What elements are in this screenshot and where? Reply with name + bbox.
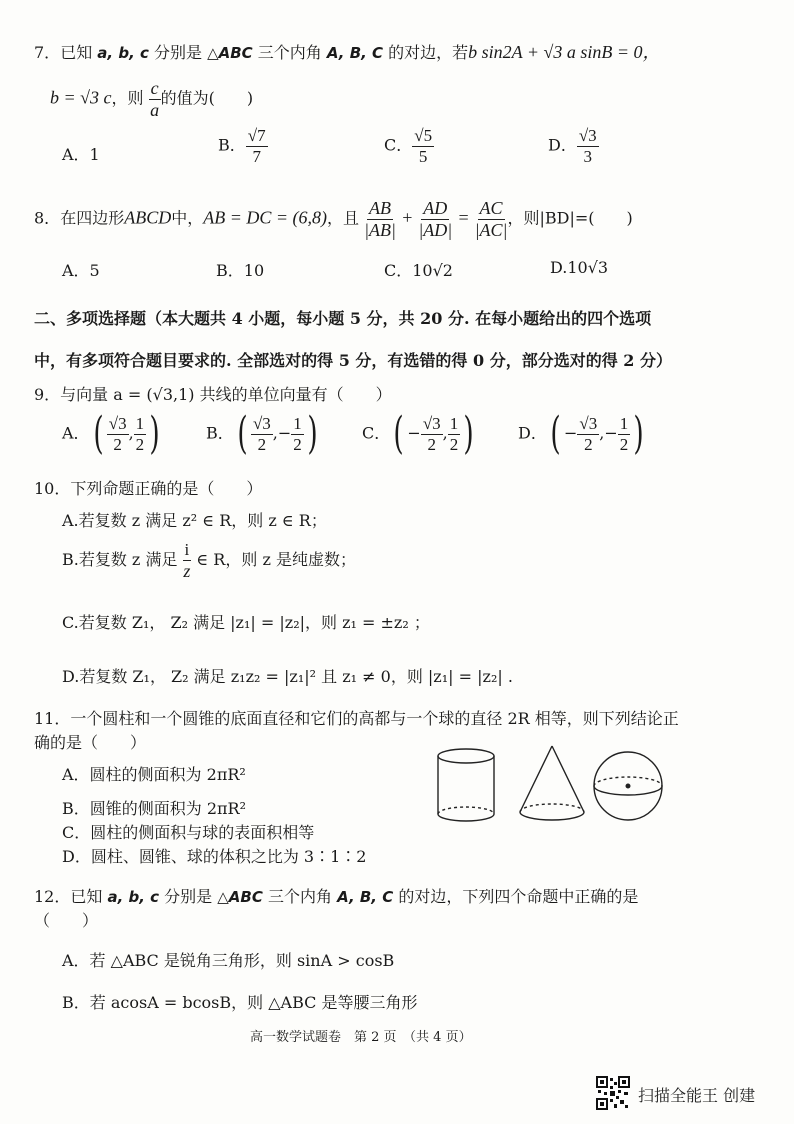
q7-fraction: $\frac{c}{a}$ (150, 78, 160, 120)
q7-stem-line1: 7．已知 a, b, c 分别是 △ABC 三个内角 A, B, C 的对边，若b sin2A + √3 a sinB = 0， (34, 42, 661, 62)
q12-option-a: A．若 △ABC 是锐角三角形，则 sinA > cosB (62, 951, 395, 970)
q10-option-b: B.若复数 z 满足 $\frac{i}{z}$ ∈ R，则 z 是纯虚数； (62, 540, 356, 581)
q8-stem: 8．在四边形ABCD中，AB = DC = (6,8)，且 $\frac{AB}{|AB|}$ + $\frac{AD}{|AD|}$ = $\frac{AC}{|AC|}$ ，则|BD|=( ) (34, 198, 633, 240)
q9-option-c: C．( − $\frac{√3}{2}$ , $\frac{1}{2}$ ) (362, 408, 475, 459)
q8-option-d: D.10√3 (550, 258, 609, 277)
sphere-figure (594, 752, 662, 820)
q12-option-b: B．若 acosA = bcosB，则 △ABC 是等腰三角形 (62, 993, 418, 1012)
q11-option-c: C．圆柱的侧面积与球的表面积相等 (62, 823, 315, 842)
q9-stem: 9．与向量 a = (√3,1) 共线的单位向量有（ ） (34, 385, 392, 404)
q11-option-d: D．圆柱、圆锥、球的体积之比为 3∶1∶2 (62, 847, 367, 866)
q8-option-c: C．10√2 (384, 261, 453, 280)
q9-option-a: A．( $\frac{√3}{2}$ , $\frac{1}{2}$ ) (62, 408, 160, 459)
q8-fraction-ac: $\frac{AC}{|AC|}$ (474, 198, 508, 240)
q8-fraction-ad: $\frac{AD}{|AD|}$ (418, 198, 453, 240)
q10-stem: 10．下列命题正确的是（ ） (34, 479, 263, 498)
q11-stem-line2: 确的是（ ） (34, 733, 147, 752)
q7-stem-line2: b = √3 c，则 $\frac{c}{a}$ 的值为( ) (50, 78, 254, 120)
q7-option-a: A．1 (62, 145, 100, 164)
section2-header-line2: 中，有多项符合题目要求的. 全部选对的得 5 分，有选错的得 0 分，部分选对的得 2 分） (34, 351, 672, 370)
q12-stem: 12．已知 a, b, c 分别是 △ABC 三个内角 A, B, C 的对边，下列四个命题中正确的是 (34, 887, 639, 906)
q8-fraction-ab: $\frac{AB}{|AB|}$ (364, 198, 396, 240)
section2-header-line1: 二、多项选择题（本大题共 4 小题，每小题 5 分，共 20 分. 在每小题给出的四个选项 (34, 309, 652, 328)
q10-option-d: D.若复数 Z₁， Z₂ 满足 z₁z₂ = |z₁|² 且 z₁ ≠ 0，则 |z₁| = |z₂| . (62, 667, 513, 686)
qr-code-icon (596, 1076, 630, 1110)
q8-option-b: B．10 (216, 261, 265, 280)
q7-option-c: C． $\frac{√5}{5}$ (384, 126, 433, 166)
q11-option-a: A．圆柱的侧面积为 2πR² (62, 765, 246, 784)
scanner-watermark: 扫描全能王 创建 (638, 1086, 756, 1105)
q10-option-c: C.若复数 Z₁， Z₂ 满足 |z₁| = |z₂|，则 z₁ = ±z₂ ； (62, 613, 430, 632)
q7-option-d: D． $\frac{√3}{3}$ (548, 126, 597, 166)
q10-option-a: A.若复数 z 满足 z² ∈ R，则 z ∈ R； (62, 511, 327, 530)
cylinder-figure (438, 749, 494, 821)
cone-figure (520, 746, 584, 820)
q12-stem-paren: （ ） (34, 911, 99, 930)
q11-stem-line1: 11．一个圆柱和一个圆锥的底面直径和它们的高都与一个球的直径 2R 相等，则下列结论正 (34, 709, 679, 728)
q9-option-d: D．( − $\frac{√3}{2}$ ,− $\frac{1}{2}$ ) (518, 408, 645, 459)
q8-option-a: A．5 (62, 261, 100, 280)
q9-option-b: B．( $\frac{√3}{2}$ ,− $\frac{1}{2}$ ) (206, 408, 318, 459)
q7-option-b: B． $\frac{√7}{7}$ (218, 126, 266, 166)
solids-figure (432, 742, 672, 826)
page-footer: 高一数学试题卷 第 2 页 （共 4 页） (250, 1030, 472, 1045)
q11-option-b: B．圆锥的侧面积为 2πR² (62, 799, 247, 818)
